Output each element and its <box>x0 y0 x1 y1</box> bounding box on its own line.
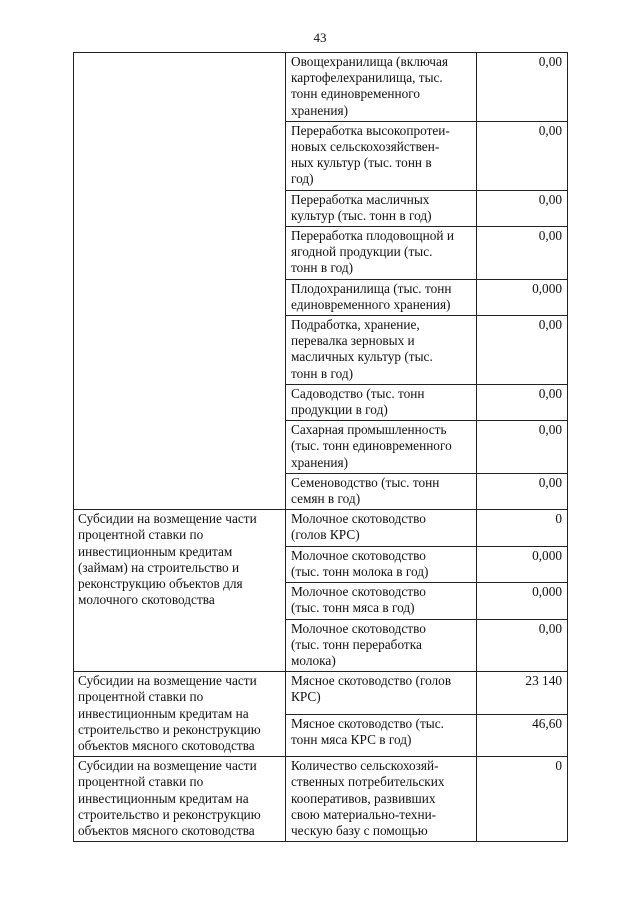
indicator-cell: Молочное скотоводство (голов КРС) <box>286 510 477 546</box>
value-cell: 23 140 <box>477 672 568 715</box>
value-cell: 0 <box>477 757 568 842</box>
table-row <box>74 53 568 122</box>
indicator-cell: Переработка масличных культур (тыс. тонн в год) <box>286 190 477 226</box>
indicator-cell: Количество сельскохозяй- ственных потребительских кооперативов, развивших свою материально-техни- ческую базу с помощью <box>286 757 477 842</box>
value-cell: 0 <box>477 510 568 546</box>
measure-cell: Субсидии на возмещение части процентной ставки по инвестиционным кредитам на строительство и реконструкцию объектов мясного скотоводства <box>74 672 286 757</box>
indicator-cell: Переработка высокопротеи- новых сельскохозяйствен- ных культур (тыс. тонн в год) <box>286 121 477 190</box>
value-cell: 0,00 <box>477 190 568 226</box>
value-cell: 0,000 <box>477 583 568 619</box>
indicator-cell: Мясное скотоводство (голов КРС) <box>286 672 477 715</box>
table-row <box>74 510 568 546</box>
measure-cell: Субсидии на возмещение части процентной ставки по инвестиционным кредитам на строительство и реконструкцию объектов мясного скотоводства <box>74 757 286 842</box>
indicator-cell: Молочное скотоводство (тыс. тонн мяса в год) <box>286 583 477 619</box>
indicator-cell: Молочное скотоводство (тыс. тонн молока в год) <box>286 546 477 582</box>
value-cell: 0,00 <box>477 619 568 672</box>
value-cell: 0,00 <box>477 473 568 509</box>
value-cell: 0,000 <box>477 279 568 315</box>
indicator-cell: Садоводство (тыс. тонн продукции в год) <box>286 384 477 420</box>
indicator-cell: Семеноводство (тыс. тонн семян в год) <box>286 473 477 509</box>
value-cell: 0,00 <box>477 316 568 385</box>
value-cell: 0,00 <box>477 227 568 280</box>
indicator-cell: Переработка плодовощной и ягодной продукции (тыс. тонн в год) <box>286 227 477 280</box>
value-cell: 0,00 <box>477 53 568 122</box>
value-cell: 0,00 <box>477 421 568 474</box>
value-cell: 0,00 <box>477 121 568 190</box>
page-number: 43 <box>313 30 327 45</box>
indicator-cell: Овощехранилища (включая картофелехранилища, тыс. тонн единовременного хранения) <box>286 53 477 122</box>
indicator-cell: Сахарная промышленность (тыс. тонн единовременного хранения) <box>286 421 477 474</box>
indicator-cell: Молочное скотоводство (тыс. тонн переработка молока) <box>286 619 477 672</box>
table-row <box>74 757 568 842</box>
value-cell: 0,00 <box>477 384 568 420</box>
indicator-cell: Мясное скотоводство (тыс. тонн мяса КРС в год) <box>286 714 477 757</box>
table-row <box>74 672 568 715</box>
measure-cell: Субсидии на возмещение части процентной ставки по инвестиционным кредитам (займам) на строительство и реконструкцию объектов для молочного скотоводства <box>74 510 286 672</box>
indicator-cell: Плодохранилища (тыс. тонн единовременного хранения) <box>286 279 477 315</box>
measure-cell-empty <box>74 53 286 510</box>
subsidy-table <box>73 52 568 842</box>
value-cell: 46,60 <box>477 714 568 757</box>
indicator-cell: Подработка, хранение, перевалка зерновых и масличных культур (тыс. тонн в год) <box>286 316 477 385</box>
value-cell: 0,000 <box>477 546 568 582</box>
